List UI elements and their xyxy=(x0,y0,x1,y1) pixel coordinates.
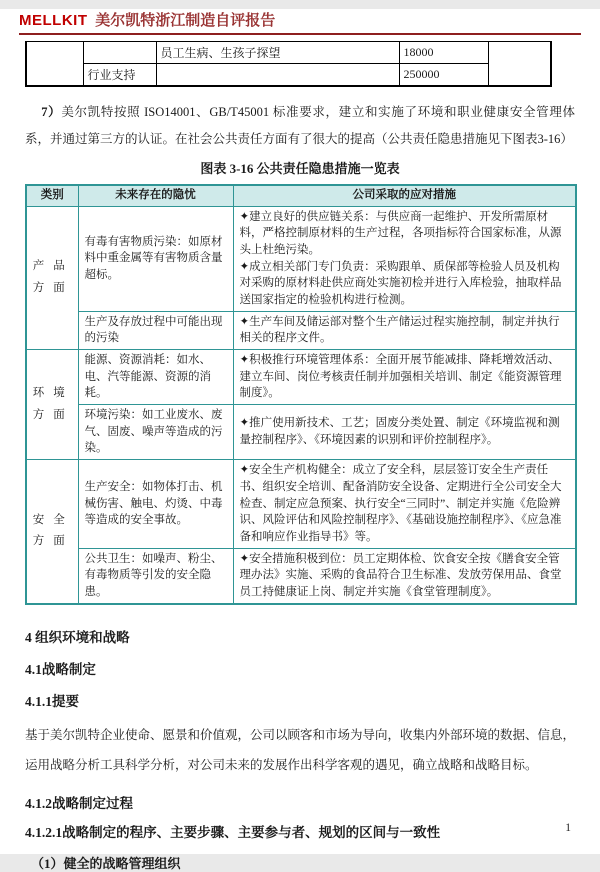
measure-item: ✦积极推行环境管理体系：全面开展节能减排、降耗增效活动、建立车间、岗位考核责任制并加强相关培训、制定《能资源管理制度》。 xyxy=(239,354,562,400)
worry-cell: 环境污染：如工业废水、废气、固废、噪声等造成的污染。 xyxy=(78,405,233,460)
section-heading-4: 4 组织环境和战略 xyxy=(25,629,130,645)
worry-cell: 生产及存放过程中可能出现的污染 xyxy=(78,311,233,349)
column-header-category: 类别 xyxy=(26,185,78,207)
measure-item: ✦安全生产机构健全：成立了安全科，层层签订安全生产责任书、组织安全培训、配备消防安全设备、定期进行全公司安全大检查、制定应急预案、执行安全“三同时”、制定并实施《危险辨识、风险评估和风险控制程序》、《基础设施控制程序》、《应急准备和响应作业指导书》等。 xyxy=(239,464,562,543)
measures-cell xyxy=(233,460,576,548)
page-header xyxy=(19,9,581,35)
worry-cell: 生产安全：如物体打击、机械伤害、触电、灼烫、中毒等造成的安全事故。 xyxy=(78,460,233,548)
table-row xyxy=(26,460,576,548)
figure-title: 图表 3-16 公共责任隐患措施一览表 xyxy=(200,160,400,176)
category-cell-product: 产品方面 xyxy=(26,206,78,349)
measures-cell xyxy=(233,206,576,311)
table-row xyxy=(26,405,576,460)
column-header-measures: 公司采取的应对措施 xyxy=(233,185,576,207)
measure-item: ✦推广使用新技术、工艺；固废分类处置、制定《环境监视和测量控制程序》、《环境因素的识别和评价控制程序》。 xyxy=(239,417,560,447)
section-paragraph-4-1-1: 基于美尔凯特企业使命、愿景和价值观，公司以顾客和市场为导向，收集内外部环境的数据、信息，运用战略分析工具科学分析，对公司未来的发展作出科学客观的遇见，确立战略和战略目标。 xyxy=(25,727,576,772)
carryover-cell xyxy=(83,42,156,64)
carryover-table xyxy=(25,41,552,87)
table-row xyxy=(26,206,576,311)
measures-cell xyxy=(233,350,576,405)
table-row xyxy=(26,311,576,349)
column-header-worry: 未来存在的隐忧 xyxy=(78,185,233,207)
category-cell-safety: 安全方面 xyxy=(26,460,78,604)
worry-cell: 能源、资源消耗：如水、电、汽等能源、资源的消耗。 xyxy=(78,350,233,405)
carryover-cell xyxy=(156,64,399,87)
carryover-cell: 员工生病、生孩子探望 xyxy=(156,42,399,64)
section-item-1: （1）健全的战略管理组织 xyxy=(31,856,181,872)
paragraph-7 xyxy=(25,99,575,153)
table-header-row xyxy=(26,185,576,207)
page-number: 1 xyxy=(565,822,571,834)
document-page xyxy=(0,9,600,872)
public-responsibility-table xyxy=(25,184,577,605)
carryover-cell: 行业支持 xyxy=(83,64,156,87)
carryover-cell-amount: 18000 xyxy=(399,42,488,64)
table-row xyxy=(26,42,551,64)
worry-cell: 公共卫生：如噪声、粉尘、有毒物质等引发的安全隐患。 xyxy=(78,548,233,604)
measures-cell xyxy=(233,405,576,460)
paragraph-7-text: 美尔凯特按照 ISO14001、GB/T45001 标准要求，建立和实施了环境和职业健康安全管理体系，并通过第三方的认证。在社会公共责任方面有了很大的提高（公共责任隐患措施见下图表3-16） xyxy=(25,105,575,146)
table-row xyxy=(26,350,576,405)
category-cell-environment: 环境方面 xyxy=(26,350,78,460)
carryover-cell-blank-right xyxy=(488,42,551,87)
table-row xyxy=(26,64,551,87)
measures-cell xyxy=(233,311,576,349)
measure-item: ✦成立相关部门专门负责：采购跟单、质保部等检验人员及机构对采购的原材料赴供应商处实施初检并进行入库检验，抽取样品送国家指定的检验机构进行检测。 xyxy=(239,260,562,307)
measure-item: ✦安全措施积极到位：员工定期体检、饮食安全按《膳食安全管理办法》实施、采购的食品符合卫生标准、发放劳保用品、食堂员工持健康证上岗、制定并实施《食堂管理制度》。 xyxy=(239,552,562,598)
carryover-cell-amount: 250000 xyxy=(399,64,488,87)
section-heading-4-1-2-1: 4.1.2.1战略制定的程序、主要步骤、主要参与者、规划的区间与一致性 xyxy=(25,825,441,841)
paragraph-7-number: 7） xyxy=(41,105,62,119)
measure-item: ✦建立良好的供应链关系：与供应商一起维护、开发所需原材料，严格控制原材料的生产过程，各项指标符合国家标准，从源头上杜绝污染。 xyxy=(239,210,562,257)
worry-cell: 有毒有害物质污染：如原材料中重金属等有害物质含量超标。 xyxy=(78,206,233,311)
measures-cell xyxy=(233,548,576,604)
table-row xyxy=(26,548,576,604)
measure-item: ✦生产车间及储运部对整个生产储运过程实施控制，制定并执行相关的程序文件。 xyxy=(239,315,560,345)
section-heading-4-1-2: 4.1.2战略制定过程 xyxy=(25,796,133,812)
carryover-cell-blank-left xyxy=(26,42,83,87)
document-title: 美尔凯特浙江制造自评报告 xyxy=(95,13,276,29)
brand-logo-text: MELLKIT xyxy=(19,12,88,29)
section-heading-4-1: 4.1战略制定 xyxy=(25,661,96,677)
section-heading-4-1-1: 4.1.1提要 xyxy=(25,693,79,709)
